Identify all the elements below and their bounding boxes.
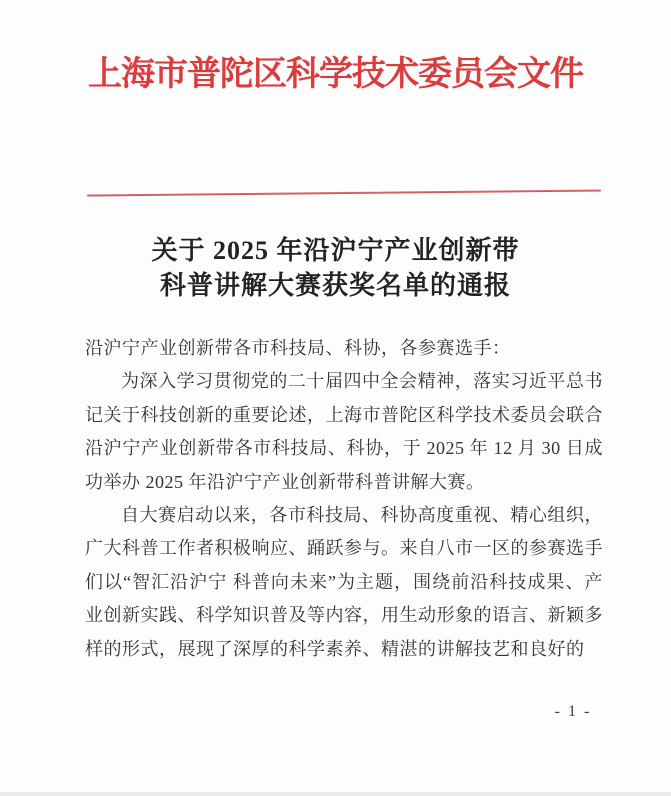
body-paragraph-1: 为深入学习贯彻党的二十届四中全会精神，落实习近平总书记关于科技创新的重要论述，上海市普陀区科学技术委员会联合沿沪宁产业创新带各市科技局、科协，于 2025 年 12 月 30 日成功举办 2025 年沿沪宁产业创新带科普讲解大赛。 [85, 371, 603, 492]
document-body [85, 332, 603, 666]
letterhead-title: 上海市普陀区科学技术委员会文件 [88, 56, 583, 93]
document-title-line-2: 科普讲解大赛获奖名单的通报 [159, 271, 511, 300]
document-title [0, 233, 671, 303]
body-paragraph-2: 自大赛启动以来，各市科技局、科协高度重视、精心组织，广大科普工作者积极响应、踊跃参与。来自八市一区的参赛选手们以“智汇沿沪宁 科普向未来”为主题，围绕前沿科技成果、产业创新实践、科学知识普及等内容，用生动形象的语言、新颖多样的形式，展现了深厚的科学素养、精湛的讲解技艺和良好的 [85, 505, 603, 659]
page-number: - 1 - [554, 703, 592, 720]
salutation-line: 沿沪宁产业创新带各市科技局、科协，各参赛选手： [85, 338, 511, 358]
scan-edge-artifact [0, 792, 671, 796]
red-separator-rule [87, 190, 601, 197]
document-title-line-1: 关于 2025 年沿沪宁产业创新带 [151, 236, 520, 265]
